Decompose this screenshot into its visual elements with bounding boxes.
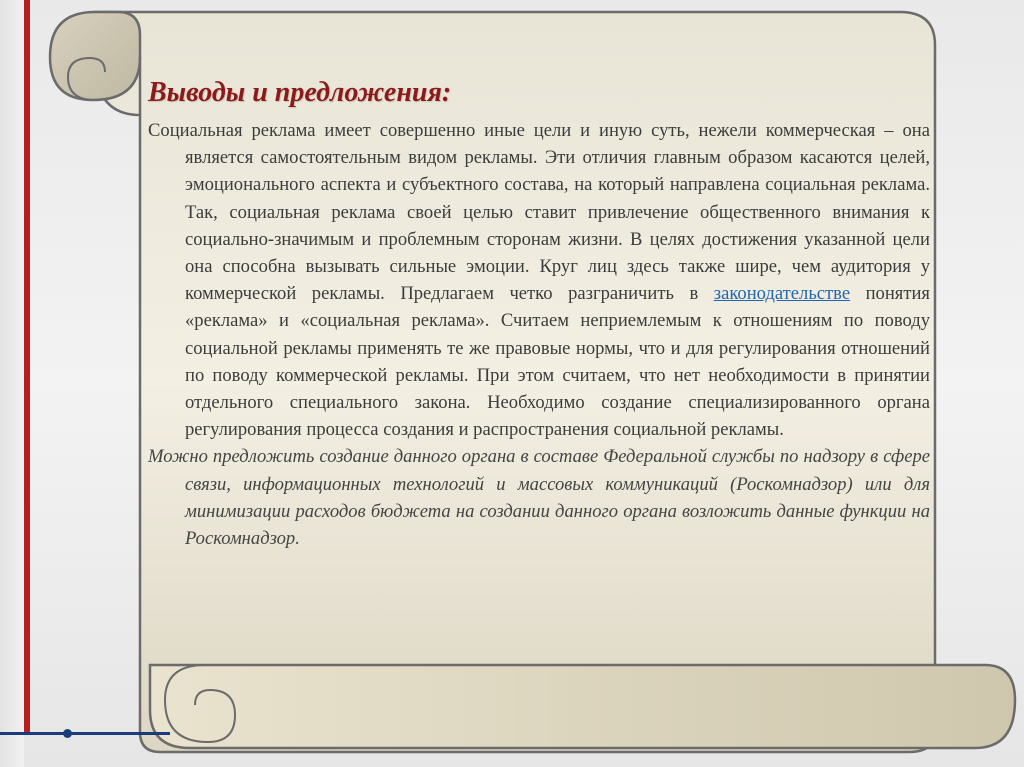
bottom-roll [150,665,1015,748]
legislation-link[interactable]: законодательстве [713,283,851,305]
paragraph-text-before-link: Социальная реклама имеет совершенно иные цели и иную суть, нежели коммерческая – она является самостоятельным видом рекламы. Эти отличия главным образом касаются целей, эмоционального аспекта и субъектного состава, на который направлена социальная реклама. Так, социальная реклама своей целью ставит привлечение общественного внимания к социально-значимым и проблемным сторонам жизни. В целях достижения указанной цели она способна вызывать сильные эмоции. Круг лиц здесь также шире, чем аудитория у коммерческой рекламы. Предлагаем четко разграничить в [148,120,930,305]
slide-body [148,117,930,552]
paragraph-conclusions [148,117,930,443]
paragraph-proposal: Можно предложить создание данного органа в составе Федеральной службы по надзору в сфере связи, информационных технологий и массовых коммуникаций (Роскомнадзор) или для минимизации расходов бюджета на создании данного органа возложить данные функции на Роскомнадзор. [148,446,930,550]
blue-accent-dot [63,729,72,738]
blue-accent-line [0,732,170,735]
paragraph-text-after-link: понятия «реклама» и «социальная реклама». Считаем неприемлемым к отношениям по поводу социальной рекламы применять те же правовые нормы, что и для регулирования отношений по поводу коммерческой рекламы. При этом считаем, что нет необходимости в принятии отдельного специального закона. Необходимо создание специализированного органа регулирования процесса создания и распространения социальной рекламы. [185,283,930,441]
slide-title: Выводы и предложения: [148,77,452,108]
red-accent-line [24,0,30,735]
